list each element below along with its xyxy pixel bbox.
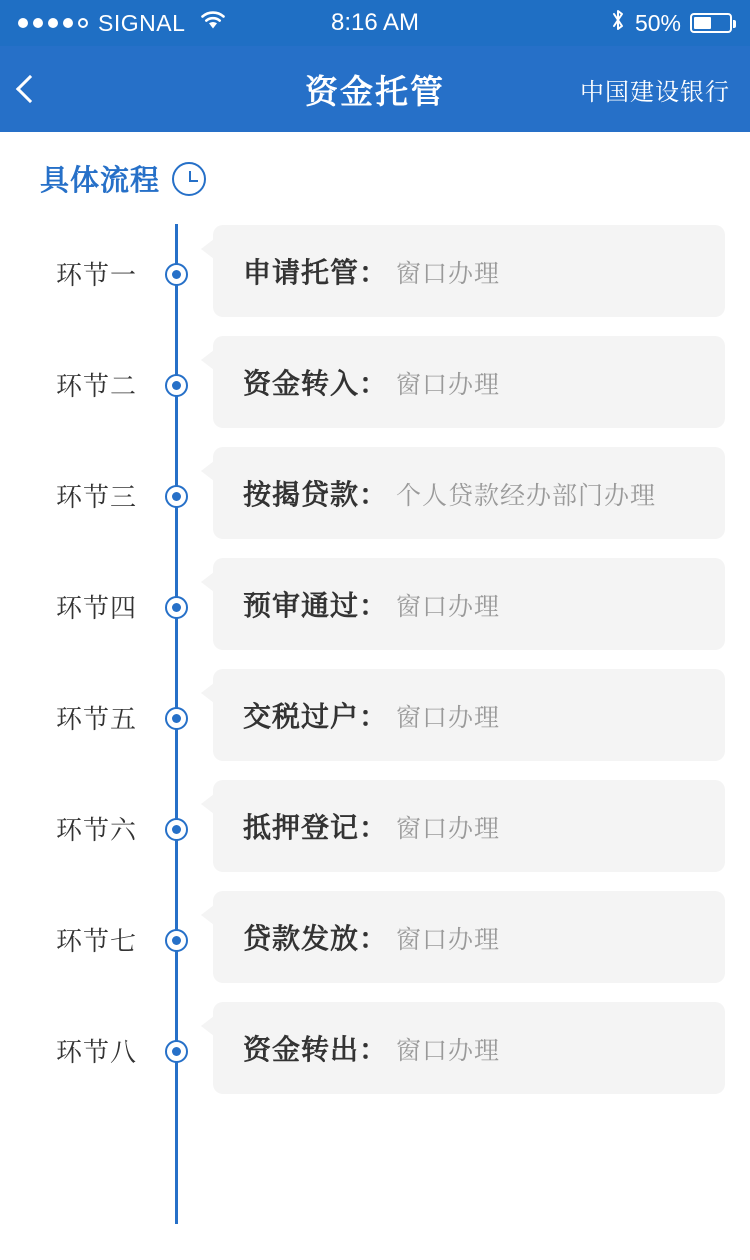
- step-label: 环节一: [56, 259, 138, 290]
- step-desc: 个人贷款经办部门办理: [396, 482, 657, 510]
- battery-icon: [690, 13, 732, 33]
- status-bar-right: [610, 8, 732, 38]
- list-item[interactable]: [0, 552, 750, 663]
- step-desc: 窗口办理: [396, 1037, 501, 1065]
- step-bubble: [213, 225, 725, 317]
- list-item[interactable]: [0, 663, 750, 774]
- battery-percent-label: 50%: [634, 9, 681, 36]
- step-marker-icon: [165, 707, 188, 730]
- step-label: 环节四: [56, 592, 138, 623]
- back-button[interactable]: [20, 61, 66, 117]
- step-desc: 窗口办理: [396, 926, 501, 954]
- steps-list: [0, 199, 750, 1107]
- step-title: 交税过户：: [243, 701, 389, 732]
- bluetooth-icon: [610, 8, 626, 38]
- step-title: 抵押登记：: [243, 812, 389, 843]
- step-desc: 窗口办理: [396, 593, 501, 621]
- clock-icon: [172, 162, 206, 196]
- step-title: 资金转出：: [243, 1034, 389, 1065]
- step-bubble: [213, 558, 725, 650]
- status-bar: [0, 0, 750, 46]
- step-marker-icon: [165, 818, 188, 841]
- step-label: 环节八: [56, 1036, 138, 1067]
- step-marker-icon: [165, 374, 188, 397]
- status-bar-left: [18, 9, 227, 37]
- step-title: 按揭贷款：: [243, 479, 389, 510]
- step-bubble: [213, 891, 725, 983]
- back-chevron-icon: [16, 75, 44, 103]
- step-bubble: [213, 447, 725, 539]
- list-item[interactable]: [0, 219, 750, 330]
- step-title: 预审通过：: [243, 590, 389, 621]
- step-marker-icon: [165, 929, 188, 952]
- wifi-icon: [199, 9, 227, 37]
- step-marker-icon: [165, 263, 188, 286]
- step-desc: 窗口办理: [396, 260, 501, 288]
- step-desc: 窗口办理: [396, 371, 501, 399]
- step-marker-icon: [165, 485, 188, 508]
- status-time: 8:16 AM: [330, 9, 420, 36]
- step-marker-icon: [165, 1040, 188, 1063]
- carrier-label: SIGNAL: [98, 9, 186, 36]
- list-item[interactable]: [0, 996, 750, 1107]
- step-label: 环节三: [56, 481, 138, 512]
- step-label: 环节二: [56, 370, 138, 401]
- step-title: 申请托管：: [243, 257, 389, 288]
- step-label: 环节七: [56, 925, 138, 956]
- step-label: 环节五: [56, 703, 138, 734]
- content-area: [0, 132, 750, 1260]
- step-title: 贷款发放：: [243, 923, 389, 954]
- nav-bar: [0, 46, 750, 132]
- section-title: 具体流程: [40, 165, 161, 197]
- list-item[interactable]: [0, 330, 750, 441]
- list-item[interactable]: [0, 774, 750, 885]
- step-bubble: [213, 1002, 725, 1094]
- list-item[interactable]: [0, 441, 750, 552]
- step-bubble: [213, 780, 725, 872]
- step-bubble: [213, 336, 725, 428]
- step-label: 环节六: [56, 814, 138, 845]
- section-header: [0, 132, 750, 199]
- page-title: 资金托管: [305, 72, 445, 110]
- step-title: 资金转入：: [243, 368, 389, 399]
- list-item[interactable]: [0, 885, 750, 996]
- step-desc: 窗口办理: [396, 704, 501, 732]
- step-marker-icon: [165, 596, 188, 619]
- step-bubble: [213, 669, 725, 761]
- bank-name-label: 中国建设银行: [580, 78, 730, 106]
- signal-strength-icon: [18, 18, 88, 28]
- step-desc: 窗口办理: [396, 815, 501, 843]
